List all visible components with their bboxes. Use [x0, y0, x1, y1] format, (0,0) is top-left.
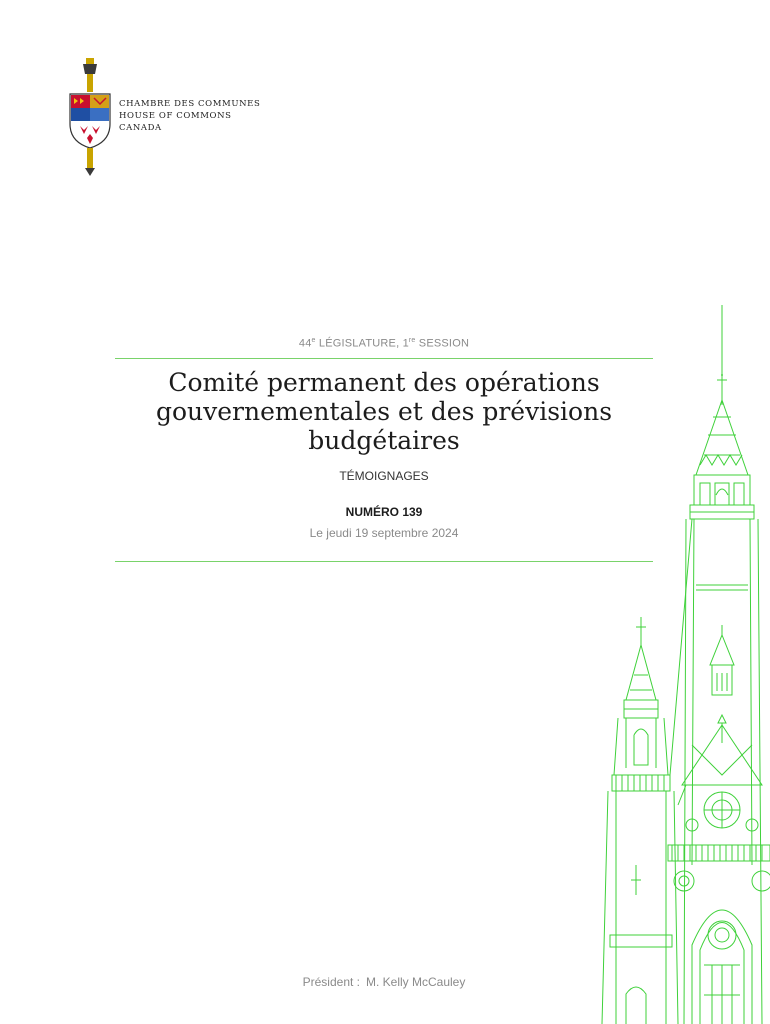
coat-of-arms-icon	[66, 56, 114, 176]
committee-chair	[115, 975, 653, 989]
title-line: budgétaires	[308, 426, 460, 455]
org-country: CANADA	[119, 123, 162, 133]
title-line: gouvernementales et des prévisions	[155, 397, 613, 426]
divider-bottom	[115, 561, 653, 562]
organization-name	[119, 98, 260, 134]
org-name-fr: CHAMBRE DES COMMUNES	[119, 99, 261, 109]
session-line: 44e LÉGISLATURE, 1re SESSION	[298, 337, 470, 350]
org-name-en: HOUSE OF COMMONS	[119, 111, 232, 121]
chair-name: M. Kelly McCauley	[366, 975, 466, 989]
meeting-date: Le jeudi 19 septembre 2024	[309, 526, 459, 540]
title-line: Comité permanent des opérations	[168, 368, 600, 397]
issue-number: NUMÉRO 139	[345, 505, 423, 519]
document-type: TÉMOIGNAGES	[339, 469, 429, 483]
peace-tower-line-art-icon	[596, 305, 770, 1024]
divider-top	[115, 358, 653, 359]
chair-label: Président :	[302, 975, 360, 989]
committee-title	[115, 368, 653, 455]
